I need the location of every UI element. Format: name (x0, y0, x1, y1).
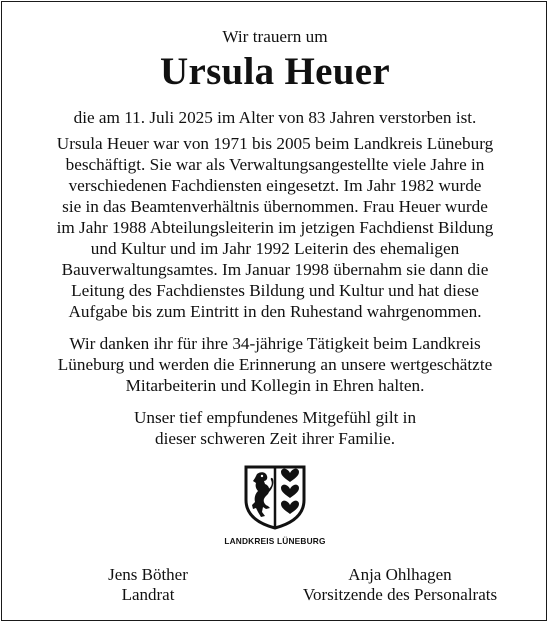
district-logo (217, 464, 333, 550)
text-line: Lüneburg und werden die Erinnerung an unsere wertgeschätzte (57, 355, 493, 374)
text-line: Wir danken ihr für ihre 34-jährige Tätigkeit beim Landkreis (69, 334, 481, 353)
coat-of-arms-icon (243, 464, 307, 530)
intro-line: Wir trauern um (222, 27, 328, 46)
death-date-line: die am 11. Juli 2025 im Alter von 83 Jahren verstorben ist. (73, 108, 477, 127)
text-line: Ursula Heuer war von 1971 bis 2005 beim Landkreis Lüneburg (56, 134, 494, 153)
text-line: Aufgabe bis zum Eintritt in den Ruhestand wahrgenommen. (68, 302, 482, 321)
text-line: im Jahr 1988 Abteilungsleiterin im jetzigen Fachdienst Bildung (56, 218, 494, 237)
signatory-title: Vorsitzende des Personalrats (302, 584, 498, 604)
signatory-name: Anja Ohlhagen (348, 565, 452, 584)
biography-paragraph (0, 133, 550, 322)
text-line: Leitung des Fachdienstes Bildung und Kultur und hat diese (71, 281, 479, 300)
logo-caption: LANDKREIS LÜNEBURG (224, 536, 326, 546)
text-line: verschiedenen Fachdiensten eingesetzt. Im Jahr 1982 wurde (68, 176, 482, 195)
deceased-name: Ursula Heuer (160, 50, 390, 93)
signatory-name: Jens Böther (108, 565, 188, 584)
condolence-paragraph (0, 407, 550, 449)
text-line: sie in das Beamtenverhältnis übernommen. Frau Heuer wurde (62, 197, 488, 216)
signatory-title: Landrat (121, 584, 175, 604)
thanks-paragraph (0, 333, 550, 396)
signature-right (272, 565, 528, 604)
text-line: Unser tief empfundenes Mitgefühl gilt in (133, 408, 417, 427)
text-line: Bauverwaltungsamtes. Im Januar 1998 übernahm sie dann die (61, 260, 489, 279)
text-line: und Kultur und im Jahr 1992 Leiterin des ehemaligen (90, 239, 460, 258)
text-line: dieser schweren Zeit ihrer Familie. (154, 429, 396, 448)
text-line: Mitarbeiterin und Kollegin in Ehren halten. (125, 376, 425, 395)
signature-left (74, 565, 222, 604)
text-line: beschäftigt. Sie war als Verwaltungsangestellte viele Jahre in (65, 155, 485, 174)
